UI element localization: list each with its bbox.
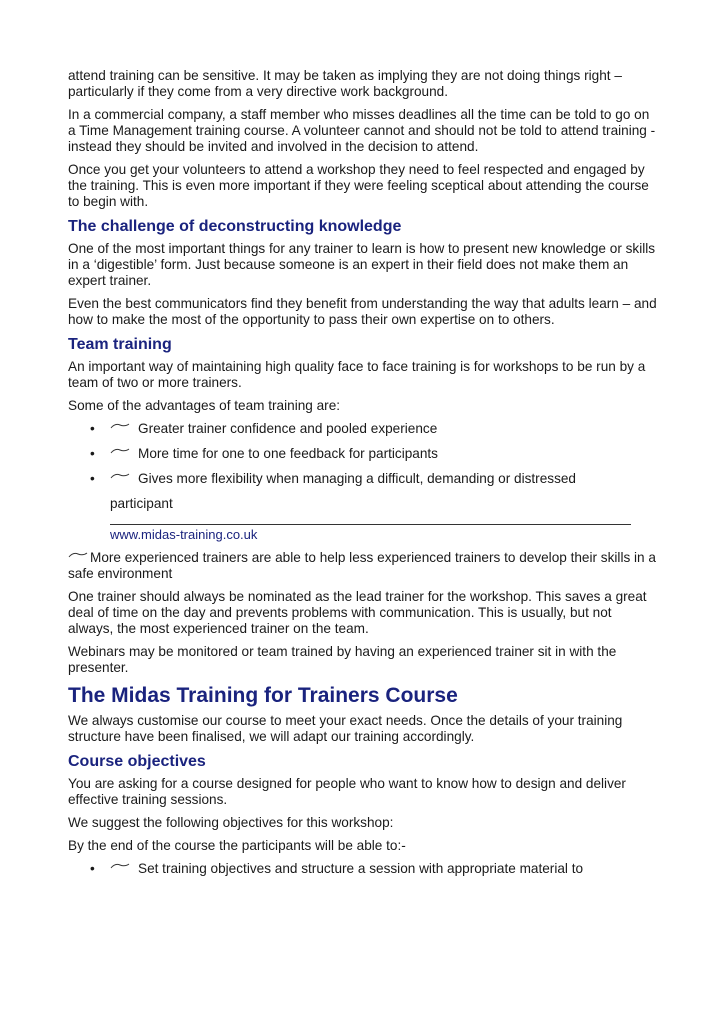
list-item-text: Gives more flexibility when managing a difficult, demanding or distressed (138, 471, 576, 486)
intro-paragraph-1: attend training can be sensitive. It may be taken as implying they are not doing things right – particularly if they come from a very directive work background. (68, 68, 622, 99)
footer-divider (110, 524, 631, 525)
challenge-paragraph-2: Even the best communicators find they benefit from understanding the way that adults learn – and how to make the most of the opportunity to pass their own expertise on to others. (68, 296, 657, 327)
course-paragraph-1: We always customise our course to meet your exact needs. Once the details of your training structure have been finalised, we will adapt our training accordingly. (68, 713, 623, 744)
list-item-text-continued: participant (110, 496, 173, 511)
tilde-mark-icon (110, 447, 130, 455)
team-paragraph-2: Some of the advantages of team training are: (68, 398, 341, 413)
bullet-icon: • (90, 446, 95, 461)
list-item (90, 421, 658, 437)
team-paragraph-3-text: More experienced trainers are able to help less experienced trainers to develop their skills in a safe environment (68, 550, 656, 581)
team-paragraph-3 (68, 550, 658, 582)
team-advantages-list (68, 421, 658, 512)
list-item (90, 861, 658, 877)
bullet-icon: • (90, 421, 95, 436)
course-heading: The Midas Training for Trainers Course (68, 684, 458, 707)
intro-paragraph-3: Once you get your volunteers to attend a workshop they need to feel respected and engaged by the training. This is even more important if they were feeling sceptical about attending the course to begin with. (68, 162, 649, 209)
page-content (68, 68, 658, 877)
objectives-heading: Course objectives (68, 753, 206, 770)
objectives-paragraph-3: By the end of the course the participants will be able to:- (68, 838, 406, 853)
list-item-text: Set training objectives and structure a session with appropriate material to (138, 861, 584, 876)
list-item-text: Greater trainer confidence and pooled experience (138, 421, 438, 436)
list-item (90, 446, 658, 462)
objectives-paragraph-1: You are asking for a course designed for people who want to know how to design and deliver effective training sessions. (68, 776, 626, 807)
tilde-mark-icon (110, 472, 130, 480)
objectives-list (68, 861, 658, 877)
tilde-mark-icon (110, 862, 130, 870)
tilde-mark-icon (110, 422, 130, 430)
objectives-paragraph-2: We suggest the following objectives for this workshop: (68, 815, 394, 830)
list-item-text: More time for one to one feedback for participants (138, 446, 438, 461)
team-paragraph-4: One trainer should always be nominated as the lead trainer for the workshop. This saves a great deal of time on the day and prevents problems with communication. This is usually, but not always, the most experienced trainer on the team. (68, 589, 647, 636)
team-training-heading: Team training (68, 336, 172, 353)
team-paragraph-1: An important way of maintaining high quality face to face training is for workshops to be run by a team of two or more trainers. (68, 359, 646, 390)
team-paragraph-5: Webinars may be monitored or team trained by having an experienced trainer sit in with the presenter. (68, 644, 617, 675)
footer-website-link[interactable]: www.midas-training.co.uk (110, 527, 258, 542)
intro-paragraph-2: In a commercial company, a staff member who misses deadlines all the time can be told to go on a Time Management training course. A volunteer cannot and should not be told to attend training - instead they should be invited and involved in the decision to attend. (68, 107, 656, 154)
tilde-mark-icon (68, 551, 88, 559)
bullet-icon: • (90, 471, 95, 486)
challenge-heading: The challenge of deconstructing knowledge (68, 218, 402, 235)
list-item (90, 471, 658, 512)
challenge-paragraph-1: One of the most important things for any trainer to learn is how to present new knowledge or skills in a ‘digestible’ form. Just because someone is an expert in their field does not make them an expert trainer. (68, 241, 656, 288)
bullet-icon: • (90, 861, 95, 876)
